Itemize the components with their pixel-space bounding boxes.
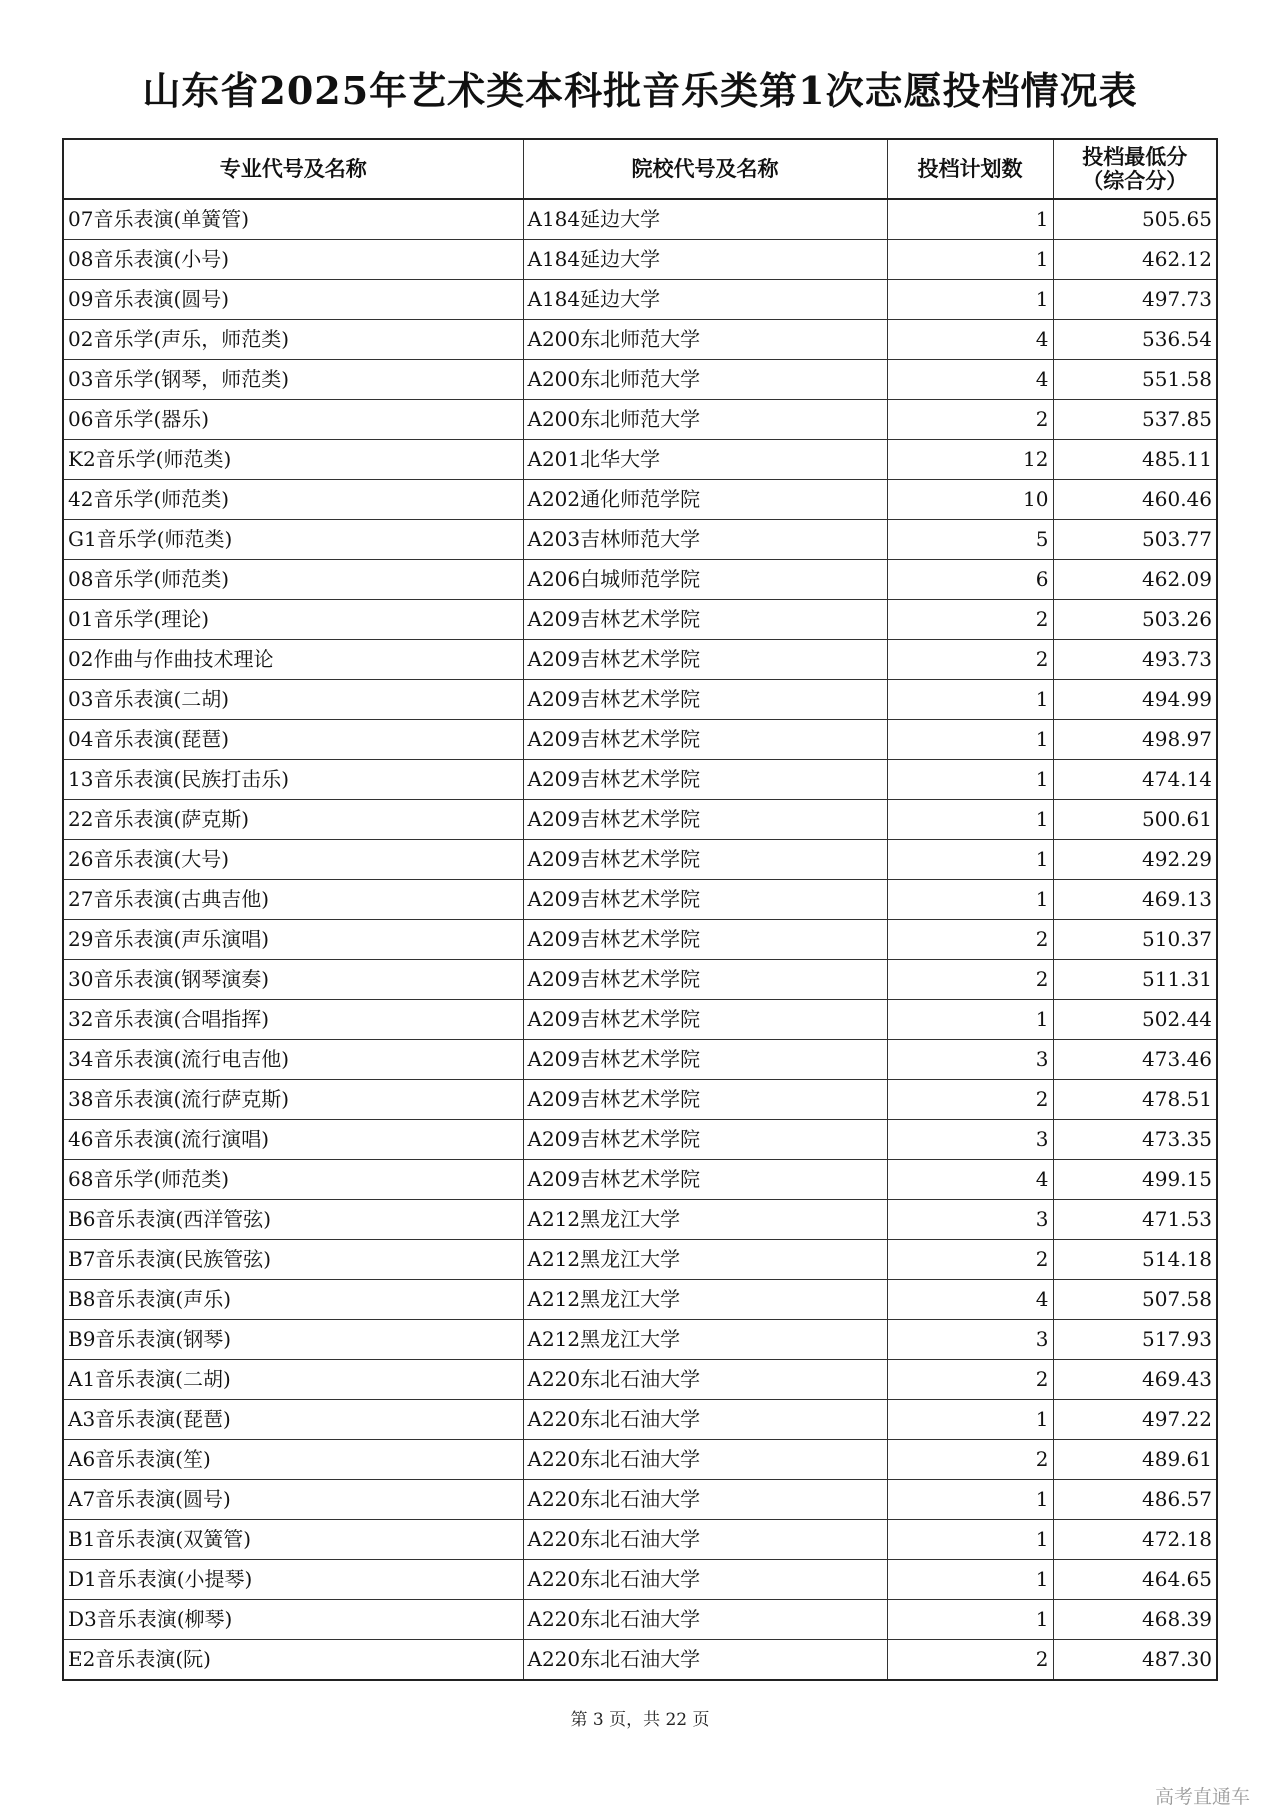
cell-score: 514.18	[1053, 1240, 1217, 1280]
page-footer: 第 3 页，共 22 页	[570, 1710, 710, 1730]
header-school: 院校代号及名称	[523, 139, 887, 199]
cell-school: A209吉林艺术学院	[523, 1120, 887, 1160]
cell-score: 487.30	[1053, 1640, 1217, 1681]
cell-major: A7音乐表演(圆号)	[63, 1480, 523, 1520]
cell-school: A201北华大学	[523, 440, 887, 480]
table-row	[63, 800, 1217, 840]
table-row	[63, 960, 1217, 1000]
table-row	[63, 199, 1217, 240]
table-row	[63, 1600, 1217, 1640]
cell-score: 492.29	[1053, 840, 1217, 880]
table-row	[63, 480, 1217, 520]
cell-school: A212黑龙江大学	[523, 1320, 887, 1360]
cell-score: 498.97	[1053, 720, 1217, 760]
cell-plan: 1	[887, 800, 1053, 840]
cell-score: 499.15	[1053, 1160, 1217, 1200]
cell-plan: 2	[887, 1440, 1053, 1480]
cell-score: 502.44	[1053, 1000, 1217, 1040]
table-row	[63, 880, 1217, 920]
table-row	[63, 720, 1217, 760]
cell-school: A209吉林艺术学院	[523, 800, 887, 840]
cell-school: A220东北石油大学	[523, 1520, 887, 1560]
cell-plan: 1	[887, 680, 1053, 720]
table-body	[63, 199, 1217, 1680]
cell-score: 497.22	[1053, 1400, 1217, 1440]
cell-school: A220东北石油大学	[523, 1400, 887, 1440]
cell-school: A184延边大学	[523, 240, 887, 280]
cell-school: A209吉林艺术学院	[523, 1160, 887, 1200]
cell-plan: 3	[887, 1120, 1053, 1160]
cell-score: 517.93	[1053, 1320, 1217, 1360]
header-major: 专业代号及名称	[63, 139, 523, 199]
cell-plan: 2	[887, 960, 1053, 1000]
cell-plan: 1	[887, 1400, 1053, 1440]
cell-plan: 1	[887, 280, 1053, 320]
table-row	[63, 560, 1217, 600]
cell-plan: 2	[887, 1640, 1053, 1681]
cell-plan: 4	[887, 1160, 1053, 1200]
cell-plan: 4	[887, 320, 1053, 360]
header-score-line1: 投档最低分	[1082, 145, 1188, 169]
table-row	[63, 680, 1217, 720]
table-row	[63, 920, 1217, 960]
cell-school: A209吉林艺术学院	[523, 1040, 887, 1080]
table-row	[63, 1280, 1217, 1320]
cell-plan: 4	[887, 360, 1053, 400]
cell-score: 507.58	[1053, 1280, 1217, 1320]
table-row	[63, 360, 1217, 400]
cell-plan: 1	[887, 880, 1053, 920]
cell-major: 32音乐表演(合唱指挥)	[63, 1000, 523, 1040]
header-score	[1053, 139, 1217, 199]
table-row	[63, 1560, 1217, 1600]
cell-school: A212黑龙江大学	[523, 1240, 887, 1280]
cell-major: 13音乐表演(民族打击乐)	[63, 760, 523, 800]
cell-plan: 2	[887, 400, 1053, 440]
table-row	[63, 1520, 1217, 1560]
table-row	[63, 1360, 1217, 1400]
cell-major: 29音乐表演(声乐演唱)	[63, 920, 523, 960]
cell-school: A212黑龙江大学	[523, 1280, 887, 1320]
cell-major: B8音乐表演(声乐)	[63, 1280, 523, 1320]
cell-plan: 3	[887, 1320, 1053, 1360]
table-row	[63, 440, 1217, 480]
cell-major: 42音乐学(师范类)	[63, 480, 523, 520]
cell-score: 494.99	[1053, 680, 1217, 720]
page-title: 山东省2025年艺术类本科批音乐类第1次志愿投档情况表	[142, 68, 1138, 113]
cell-plan: 2	[887, 1360, 1053, 1400]
cell-major: D1音乐表演(小提琴)	[63, 1560, 523, 1600]
cell-plan: 1	[887, 240, 1053, 280]
cell-score: 468.39	[1053, 1600, 1217, 1640]
cell-school: A184延边大学	[523, 199, 887, 240]
cell-score: 489.61	[1053, 1440, 1217, 1480]
cell-school: A206白城师范学院	[523, 560, 887, 600]
cell-plan: 2	[887, 1240, 1053, 1280]
table-row	[63, 280, 1217, 320]
cell-major: A6音乐表演(笙)	[63, 1440, 523, 1480]
cell-school: A220东北石油大学	[523, 1360, 887, 1400]
cell-major: E2音乐表演(阮)	[63, 1640, 523, 1681]
cell-major: B7音乐表演(民族管弦)	[63, 1240, 523, 1280]
cell-school: A200东北师范大学	[523, 360, 887, 400]
cell-school: A209吉林艺术学院	[523, 1080, 887, 1120]
cell-plan: 3	[887, 1040, 1053, 1080]
cell-school: A184延边大学	[523, 280, 887, 320]
cell-major: D3音乐表演(柳琴)	[63, 1600, 523, 1640]
cell-major: 02作曲与作曲技术理论	[63, 640, 523, 680]
cell-score: 471.53	[1053, 1200, 1217, 1240]
cell-school: A212黑龙江大学	[523, 1200, 887, 1240]
cell-major: 22音乐表演(萨克斯)	[63, 800, 523, 840]
cell-score: 497.73	[1053, 280, 1217, 320]
cell-plan: 5	[887, 520, 1053, 560]
cell-major: B9音乐表演(钢琴)	[63, 1320, 523, 1360]
cell-major: 09音乐表演(圆号)	[63, 280, 523, 320]
table-row	[63, 1200, 1217, 1240]
cell-plan: 1	[887, 199, 1053, 240]
table-header-row	[63, 139, 1217, 199]
cell-school: A209吉林艺术学院	[523, 680, 887, 720]
cell-score: 469.13	[1053, 880, 1217, 920]
cell-score: 503.26	[1053, 600, 1217, 640]
table-row	[63, 760, 1217, 800]
cell-school: A209吉林艺术学院	[523, 600, 887, 640]
cell-score: 472.18	[1053, 1520, 1217, 1560]
cell-score: 486.57	[1053, 1480, 1217, 1520]
table-row	[63, 640, 1217, 680]
cell-plan: 1	[887, 1560, 1053, 1600]
cell-major: 03音乐表演(二胡)	[63, 680, 523, 720]
cell-major: A1音乐表演(二胡)	[63, 1360, 523, 1400]
cell-plan: 4	[887, 1280, 1053, 1320]
table-row	[63, 1480, 1217, 1520]
cell-major: 68音乐学(师范类)	[63, 1160, 523, 1200]
cell-plan: 1	[887, 720, 1053, 760]
cell-plan: 2	[887, 1080, 1053, 1120]
cell-plan: 12	[887, 440, 1053, 480]
table-row	[63, 1240, 1217, 1280]
cell-major: B6音乐表演(西洋管弦)	[63, 1200, 523, 1240]
cell-major: 27音乐表演(古典吉他)	[63, 880, 523, 920]
table-row	[63, 400, 1217, 440]
cell-school: A209吉林艺术学院	[523, 920, 887, 960]
cell-school: A220东北石油大学	[523, 1640, 887, 1681]
cell-school: A200东北师范大学	[523, 320, 887, 360]
cell-major: G1音乐学(师范类)	[63, 520, 523, 560]
table-row	[63, 1000, 1217, 1040]
table-row	[63, 1040, 1217, 1080]
cell-major: 34音乐表演(流行电吉他)	[63, 1040, 523, 1080]
cell-score: 510.37	[1053, 920, 1217, 960]
cell-school: A209吉林艺术学院	[523, 760, 887, 800]
table-row	[63, 1160, 1217, 1200]
cell-score: 473.35	[1053, 1120, 1217, 1160]
cell-major: 46音乐表演(流行演唱)	[63, 1120, 523, 1160]
cell-score: 469.43	[1053, 1360, 1217, 1400]
cell-plan: 2	[887, 640, 1053, 680]
cell-score: 551.58	[1053, 360, 1217, 400]
cell-plan: 6	[887, 560, 1053, 600]
cell-major: 08音乐表演(小号)	[63, 240, 523, 280]
cell-school: A209吉林艺术学院	[523, 640, 887, 680]
cell-plan: 1	[887, 1480, 1053, 1520]
cell-school: A209吉林艺术学院	[523, 960, 887, 1000]
cell-school: A200东北师范大学	[523, 400, 887, 440]
cell-plan: 1	[887, 1600, 1053, 1640]
cell-major: 02音乐学(声乐，师范类)	[63, 320, 523, 360]
table-row	[63, 1080, 1217, 1120]
cell-school: A220东北石油大学	[523, 1480, 887, 1520]
cell-major: 06音乐学(器乐)	[63, 400, 523, 440]
cell-plan: 1	[887, 1000, 1053, 1040]
cell-score: 460.46	[1053, 480, 1217, 520]
cell-major: 03音乐学(钢琴，师范类)	[63, 360, 523, 400]
table-row	[63, 240, 1217, 280]
table-row	[63, 1400, 1217, 1440]
cell-score: 462.12	[1053, 240, 1217, 280]
cell-score: 473.46	[1053, 1040, 1217, 1080]
cell-major: 08音乐学(师范类)	[63, 560, 523, 600]
table-row	[63, 840, 1217, 880]
table-row	[63, 600, 1217, 640]
cell-score: 537.85	[1053, 400, 1217, 440]
cell-score: 493.73	[1053, 640, 1217, 680]
cell-score: 500.61	[1053, 800, 1217, 840]
cell-school: A220东北石油大学	[523, 1560, 887, 1600]
table-row	[63, 1120, 1217, 1160]
cell-plan: 2	[887, 920, 1053, 960]
cell-school: A209吉林艺术学院	[523, 1000, 887, 1040]
cell-plan: 1	[887, 840, 1053, 880]
table-row	[63, 1640, 1217, 1681]
cell-score: 464.65	[1053, 1560, 1217, 1600]
cell-plan: 1	[887, 760, 1053, 800]
cell-school: A209吉林艺术学院	[523, 840, 887, 880]
watermark: 高考直通车	[1154, 1786, 1250, 1808]
cell-school: A220东北石油大学	[523, 1600, 887, 1640]
cell-major: 38音乐表演(流行萨克斯)	[63, 1080, 523, 1120]
table-row	[63, 1440, 1217, 1480]
cell-plan: 2	[887, 600, 1053, 640]
header-score-line2: （综合分）	[1082, 169, 1188, 193]
admission-table	[62, 138, 1218, 1681]
cell-score: 485.11	[1053, 440, 1217, 480]
cell-plan: 1	[887, 1520, 1053, 1560]
cell-major: 26音乐表演(大号)	[63, 840, 523, 880]
table-row	[63, 1320, 1217, 1360]
table-row	[63, 520, 1217, 560]
table-row	[63, 320, 1217, 360]
cell-major: B1音乐表演(双簧管)	[63, 1520, 523, 1560]
header-plan: 投档计划数	[887, 139, 1053, 199]
cell-major: 07音乐表演(单簧管)	[63, 199, 523, 240]
cell-score: 503.77	[1053, 520, 1217, 560]
cell-score: 505.65	[1053, 199, 1217, 240]
cell-plan: 10	[887, 480, 1053, 520]
cell-school: A202通化师范学院	[523, 480, 887, 520]
cell-major: A3音乐表演(琵琶)	[63, 1400, 523, 1440]
cell-major: 30音乐表演(钢琴演奏)	[63, 960, 523, 1000]
cell-score: 462.09	[1053, 560, 1217, 600]
cell-major: 04音乐表演(琵琶)	[63, 720, 523, 760]
cell-plan: 3	[887, 1200, 1053, 1240]
cell-major: 01音乐学(理论)	[63, 600, 523, 640]
cell-score: 511.31	[1053, 960, 1217, 1000]
cell-major: K2音乐学(师范类)	[63, 440, 523, 480]
cell-school: A203吉林师范大学	[523, 520, 887, 560]
cell-score: 478.51	[1053, 1080, 1217, 1120]
cell-school: A220东北石油大学	[523, 1440, 887, 1480]
cell-score: 536.54	[1053, 320, 1217, 360]
cell-school: A209吉林艺术学院	[523, 720, 887, 760]
cell-score: 474.14	[1053, 760, 1217, 800]
cell-school: A209吉林艺术学院	[523, 880, 887, 920]
